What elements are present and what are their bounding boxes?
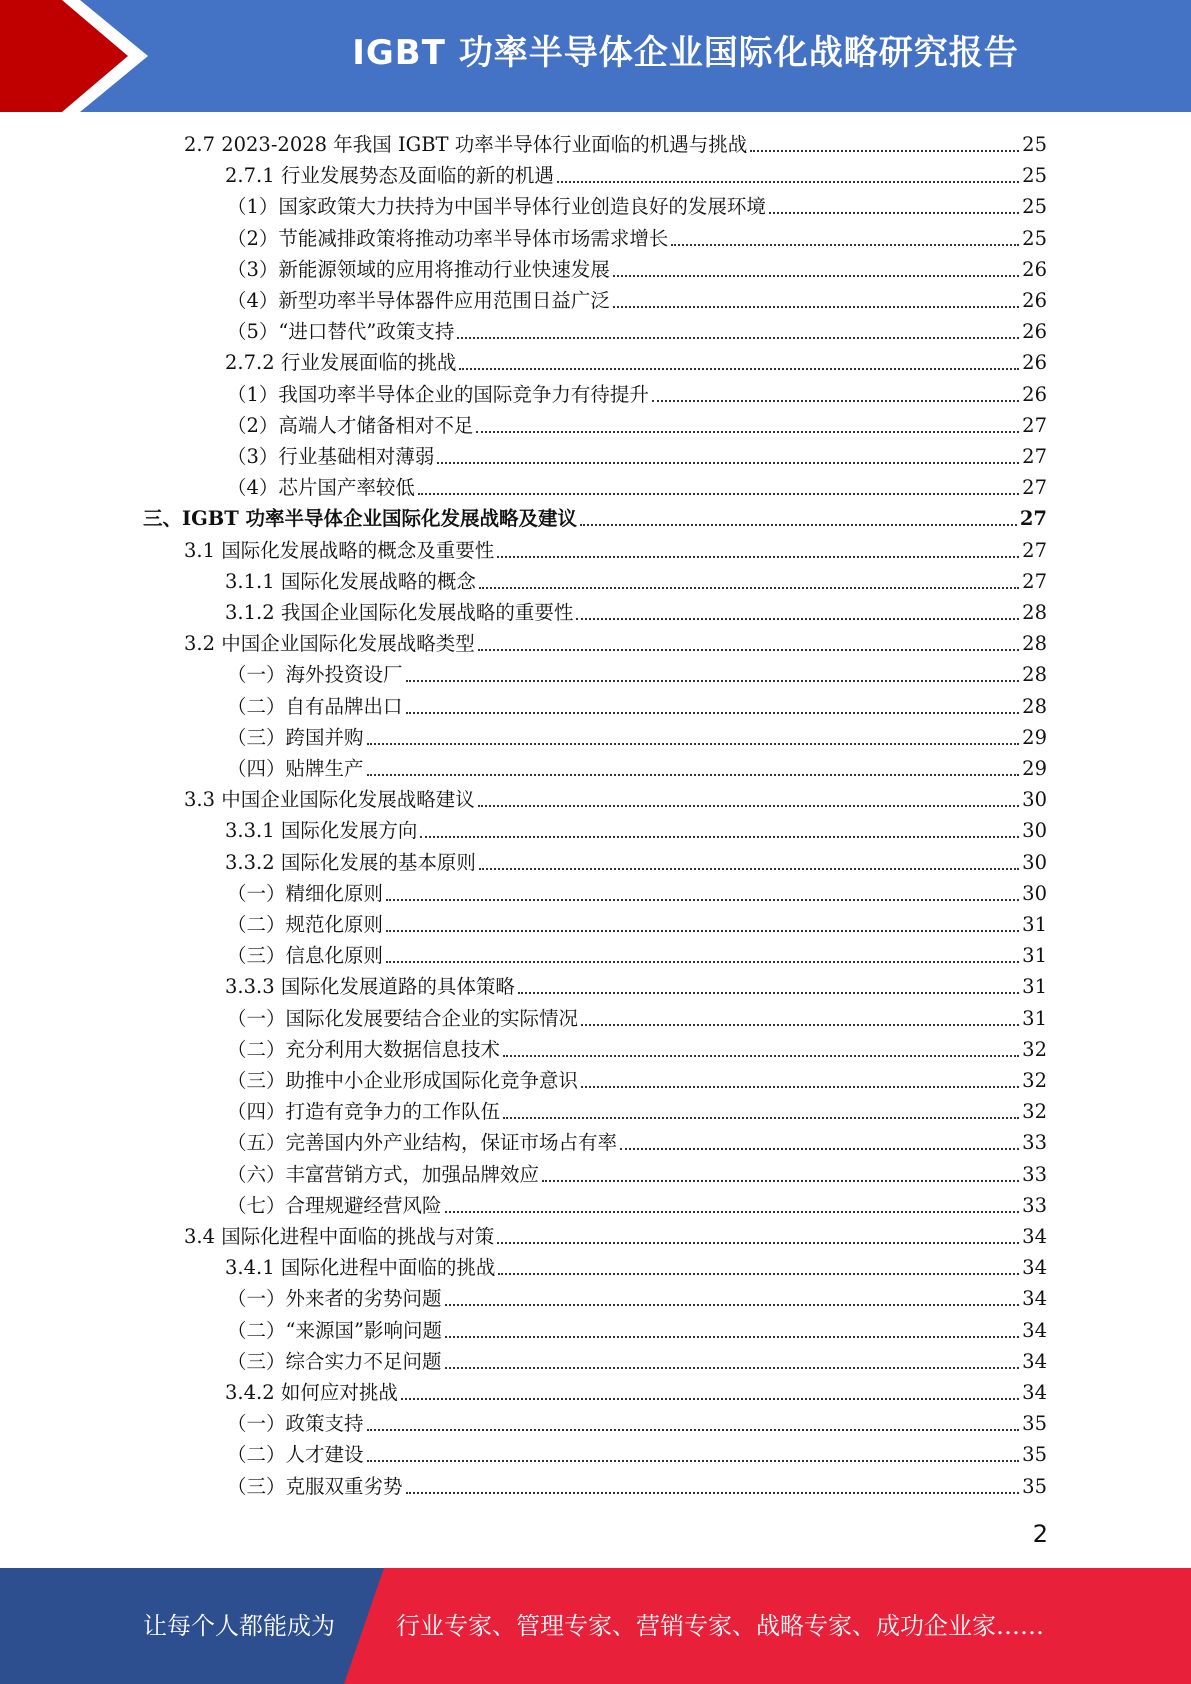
toc-entry-page: 31: [1022, 1006, 1047, 1030]
toc-dot-leader: [497, 556, 1019, 558]
toc-dot-leader: [386, 930, 1019, 932]
toc-dot-leader: [445, 1367, 1020, 1369]
toc-dot-leader: [613, 275, 1019, 277]
page-number: 2: [1032, 1520, 1048, 1548]
toc-dot-leader: [576, 618, 1019, 620]
toc-entry[interactable]: [227, 1031, 1047, 1062]
toc-entry-page: 33: [1022, 1162, 1047, 1186]
toc-dot-leader: [367, 1429, 1020, 1431]
toc-entry-page: 31: [1022, 975, 1047, 999]
toc-entry[interactable]: [227, 376, 1047, 407]
toc-entry[interactable]: [225, 563, 1047, 594]
toc-entry-label: 2.7 2023-2028 年我国 IGBT 功率半导体行业面临的机遇与挑战: [184, 133, 748, 156]
toc-entry[interactable]: [225, 968, 1047, 999]
toc-entry[interactable]: [225, 1249, 1047, 1280]
toc-entry-page: 27: [1019, 507, 1047, 531]
toc-dot-leader: [479, 868, 1019, 870]
toc-dot-leader: [386, 899, 1019, 901]
toc-dot-leader: [445, 1304, 1020, 1306]
toc-entry-page: 26: [1022, 382, 1047, 406]
toc-entry-page: 33: [1022, 1193, 1047, 1217]
toc-entry[interactable]: [227, 719, 1047, 750]
toc-entry[interactable]: [225, 344, 1047, 375]
toc-entry-page: 32: [1022, 1100, 1047, 1124]
toc-entry-page: 28: [1022, 694, 1047, 718]
toc-entry-label: （1）我国功率半导体企业的国际竞争力有待提升: [227, 382, 649, 406]
toc-entry[interactable]: [184, 1218, 1047, 1249]
toc-entry[interactable]: [227, 937, 1047, 968]
toc-entry[interactable]: [184, 532, 1047, 563]
toc-dot-leader: [418, 493, 1019, 495]
toc-dot-leader: [459, 368, 1019, 370]
toc-entry[interactable]: [227, 1062, 1047, 1093]
toc-entry[interactable]: [227, 1343, 1047, 1374]
toc-entry-label: （一）外来者的劣势问题: [227, 1287, 442, 1311]
toc-entry-page: 28: [1022, 663, 1047, 687]
toc-entry-label: （五）完善国内外产业结构，保证市场占有率: [227, 1131, 618, 1155]
toc-entry-page: 25: [1022, 195, 1047, 219]
toc-entry[interactable]: [227, 1124, 1047, 1155]
toc-entry-label: 3.1.2 我国企业国际化发展战略的重要性: [225, 601, 574, 624]
toc-entry-page: 31: [1022, 913, 1047, 936]
toc-entry-label: 三、IGBT 功率半导体企业国际化发展战略及建议: [143, 507, 578, 531]
toc-entry-label: （三）跨国并购: [227, 725, 364, 749]
toc-entry[interactable]: [227, 750, 1047, 781]
toc-entry-page: 27: [1022, 476, 1047, 500]
toc-entry[interactable]: [225, 1374, 1047, 1405]
toc-entry-page: 34: [1022, 1287, 1047, 1311]
toc-dot-leader: [542, 1180, 1019, 1182]
toc-dot-leader: [613, 306, 1019, 308]
toc-dot-leader: [478, 805, 1019, 807]
toc-dot-leader: [750, 150, 1019, 152]
toc-entry[interactable]: [227, 1436, 1047, 1467]
toc-dot-leader: [445, 1336, 1019, 1338]
toc-dot-leader: [581, 1086, 1019, 1088]
toc-dot-leader: [478, 649, 1019, 651]
toc-entry-label: （三）克服双重劣势: [227, 1474, 403, 1498]
toc-entry-label: 3.3.3 国际化发展道路的具体策略: [225, 975, 515, 999]
toc-dot-leader: [406, 680, 1020, 682]
toc-entry-page: 26: [1022, 257, 1047, 281]
toc-entry-label: 3.4.2 如何应对挑战: [225, 1381, 398, 1404]
toc-entry-page: 26: [1022, 289, 1047, 312]
toc-dot-leader: [518, 992, 1019, 994]
toc-dot-leader: [580, 524, 1017, 526]
toc-entry-label: （二）人才建设: [227, 1443, 364, 1467]
toc-entry-label: （三）信息化原则: [227, 944, 384, 968]
toc-dot-leader: [367, 774, 1020, 776]
toc-entry-page: 27: [1022, 569, 1047, 593]
toc-dot-leader: [479, 587, 1019, 589]
toc-entry-page: 26: [1022, 351, 1047, 375]
toc-entry[interactable]: [227, 1156, 1047, 1187]
toc-entry-page: 29: [1022, 757, 1047, 780]
toc-entry-label: （4）新型功率半导体器件应用范围日益广泛: [227, 289, 610, 312]
toc-entry-page: 29: [1022, 725, 1047, 749]
toc-entry-page: 27: [1022, 413, 1047, 437]
toc-entry-page: 30: [1022, 850, 1047, 874]
toc-dot-leader: [581, 1024, 1019, 1026]
toc-entry-label: （二）规范化原则: [227, 913, 384, 936]
toc-entry-page: 34: [1022, 1318, 1047, 1342]
toc-dot-leader: [457, 337, 1019, 339]
toc-entry[interactable]: [227, 407, 1047, 438]
toc-entry[interactable]: [227, 906, 1047, 937]
toc-entry-label: （一）国际化发展要结合企业的实际情况: [227, 1006, 579, 1030]
toc-dot-leader: [652, 400, 1019, 402]
toc-entry-label: 3.1 国际化发展战略的概念及重要性: [184, 538, 495, 562]
toc-dot-leader: [769, 212, 1019, 214]
toc-entry-page: 35: [1022, 1474, 1047, 1498]
toc-entry[interactable]: [227, 1468, 1047, 1499]
toc-entry[interactable]: [227, 438, 1047, 469]
footer-slogan-left: 让每个人都能成为: [143, 1612, 335, 1640]
toc-entry-label: （2）节能减排政策将推动功率半导体市场需求增长: [227, 226, 669, 250]
toc-entry-label: （七）合理规避经营风险: [227, 1193, 442, 1217]
toc-entry[interactable]: [225, 594, 1047, 625]
toc-entry-label: 2.7.1 行业发展势态及面临的新的机遇: [225, 164, 554, 188]
page-header: [0, 0, 1191, 112]
footer-slogan-right: 行业专家、管理专家、营销专家、战略专家、成功企业家……: [396, 1612, 1044, 1640]
toc-entry[interactable]: [227, 1405, 1047, 1436]
toc-entry[interactable]: [227, 251, 1047, 282]
toc-dot-leader: [437, 462, 1019, 464]
toc-entry-label: （3）新能源领域的应用将推动行业快速发展: [227, 257, 610, 281]
toc-entry[interactable]: [227, 688, 1047, 719]
toc-dot-leader: [386, 961, 1019, 963]
toc-entry-page: 30: [1022, 819, 1047, 843]
toc-dot-leader: [367, 743, 1020, 745]
toc-entry-label: （三）助推中小企业形成国际化竞争意识: [227, 1069, 579, 1092]
toc-entry-label: （三）综合实力不足问题: [227, 1349, 442, 1373]
toc-entry-page: 30: [1022, 788, 1047, 812]
toc-entry-label: （四）打造有竞争力的工作队伍: [227, 1100, 501, 1124]
toc-entry[interactable]: [227, 1280, 1047, 1311]
toc-dot-leader: [476, 431, 1019, 433]
toc-entry[interactable]: [227, 1000, 1047, 1031]
toc-entry-page: 25: [1022, 164, 1047, 188]
toc-entry-page: 25: [1022, 226, 1047, 250]
toc-entry-label: 3.3.1 国际化发展方向: [225, 819, 418, 843]
toc-entry-label: （一）精细化原则: [227, 881, 384, 905]
toc-dot-leader: [498, 1273, 1019, 1275]
toc-entry-page: 35: [1022, 1412, 1047, 1436]
toc-entry-page: 28: [1022, 632, 1047, 656]
toc-entry-page: 30: [1022, 881, 1047, 905]
toc-dot-leader: [503, 1117, 1019, 1119]
toc-entry-label: （二）“来源国”影响问题: [227, 1318, 442, 1342]
toc-entry-label: （1）国家政策大力扶持为中国半导体行业创造良好的发展环境: [227, 195, 766, 219]
toc-entry-page: 32: [1022, 1037, 1047, 1061]
toc-entry-page: 28: [1022, 601, 1047, 624]
toc-entry[interactable]: [184, 625, 1047, 656]
toc-entry-page: 34: [1022, 1381, 1047, 1404]
toc-entry[interactable]: [184, 781, 1047, 812]
toc-entry-label: 3.4 国际化进程中面临的挑战与对策: [184, 1225, 495, 1248]
toc-entry[interactable]: [225, 844, 1047, 875]
toc-entry-page: 25: [1022, 133, 1047, 156]
toc-dot-leader: [406, 1492, 1020, 1494]
toc-entry-label: 3.3.2 国际化发展的基本原则: [225, 850, 476, 874]
toc-entry[interactable]: [227, 282, 1047, 313]
toc-entry-page: 32: [1022, 1069, 1047, 1092]
toc-entry[interactable]: [225, 157, 1047, 188]
toc-dot-leader: [557, 181, 1019, 183]
toc-entry[interactable]: [227, 1312, 1047, 1343]
toc-entry-label: （二）自有品牌出口: [227, 694, 403, 718]
toc-entry[interactable]: [227, 220, 1047, 251]
toc-entry-label: （4）芯片国产率较低: [227, 476, 415, 500]
header-arrow-decoration: [0, 0, 160, 112]
toc-entry-label: 3.3 中国企业国际化发展战略建议: [184, 788, 475, 812]
toc-entry[interactable]: [225, 812, 1047, 843]
toc-entry-page: 31: [1022, 944, 1047, 968]
toc-dot-leader: [420, 836, 1019, 838]
toc-entry-page: 26: [1022, 320, 1047, 344]
document-title: IGBT 功率半导体企业国际化战略研究报告: [352, 33, 1019, 73]
toc-entry-label: （一）政策支持: [227, 1412, 364, 1436]
toc-dot-leader: [503, 1055, 1019, 1057]
toc-entry-page: 35: [1022, 1443, 1047, 1467]
toc-entry[interactable]: [227, 469, 1047, 500]
toc-entry[interactable]: [227, 875, 1047, 906]
toc-entry-label: （二）充分利用大数据信息技术: [227, 1037, 501, 1061]
toc-entry[interactable]: [227, 188, 1047, 219]
toc-entry-label: （2）高端人才储备相对不足: [227, 413, 474, 437]
toc-entry-label: （3）行业基础相对薄弱: [227, 445, 435, 468]
page-footer: [0, 1568, 1191, 1684]
toc-entry-page: 27: [1022, 445, 1047, 468]
toc-dot-leader: [406, 712, 1020, 714]
toc-dot-leader: [620, 1148, 1019, 1150]
toc-entry-label: 3.4.1 国际化进程中面临的挑战: [225, 1256, 496, 1280]
toc-dot-leader: [671, 244, 1019, 246]
toc-entry[interactable]: [227, 1093, 1047, 1124]
toc-dot-leader: [401, 1398, 1019, 1400]
toc-entry[interactable]: [227, 1187, 1047, 1218]
toc-entry-page: 33: [1022, 1131, 1047, 1155]
toc-entry-label: 2.7.2 行业发展面临的挑战: [225, 351, 457, 375]
toc-entry[interactable]: [184, 126, 1047, 157]
toc-entry-label: （一）海外投资设厂: [227, 663, 403, 687]
toc-entry-label: 3.2 中国企业国际化发展战略类型: [184, 632, 475, 656]
toc-entry-page: 34: [1022, 1349, 1047, 1373]
toc-entry-page: 27: [1022, 538, 1047, 562]
toc-entry-page: 34: [1022, 1225, 1047, 1248]
toc-entry[interactable]: [227, 656, 1047, 687]
toc-entry-label: （5）“进口替代”政策支持: [227, 320, 455, 344]
toc-entry-label: （四）贴牌生产: [227, 757, 364, 780]
toc-entry[interactable]: [227, 313, 1047, 344]
toc-dot-leader: [497, 1242, 1019, 1244]
toc-dot-leader: [445, 1211, 1020, 1213]
toc-entry-page: 34: [1022, 1256, 1047, 1280]
toc-entry-label: 3.1.1 国际化发展战略的概念: [225, 569, 476, 593]
toc-dot-leader: [367, 1460, 1020, 1462]
toc-entry[interactable]: [143, 500, 1047, 531]
toc-entry-label: （六）丰富营销方式，加强品牌效应: [227, 1162, 540, 1186]
